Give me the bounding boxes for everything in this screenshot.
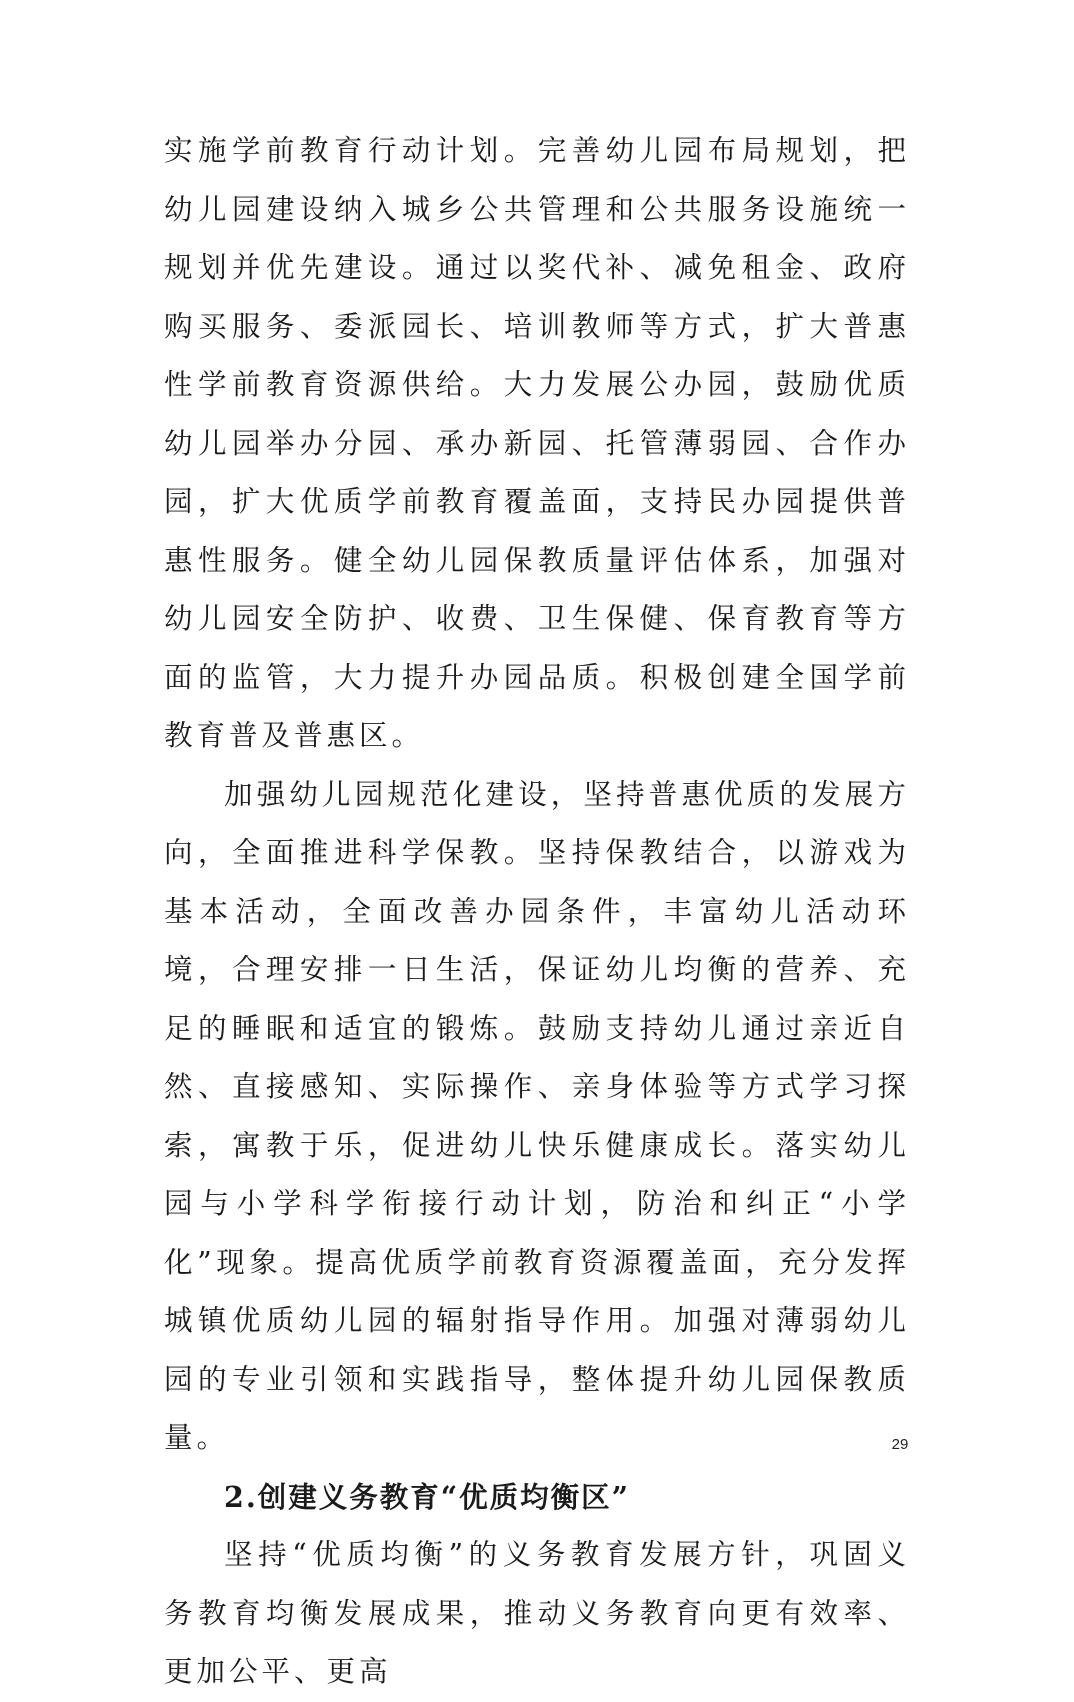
paragraph-preschool-plan: 实施学前教育行动计划。完善幼儿园布局规划，把幼儿园建设纳入城乡公共管理和公共服务设施统一规划并优先建设。通过以奖代补、减免租金、政府购买服务、委派园长、培训教师等方式，扩大普惠性学前教育资源供给。大力发展公办园，鼓励优质幼儿园举办分园、承办新园、托管薄弱园、合作办园，扩大优质学前教育覆盖面，支持民办园提供普惠性服务。健全幼儿园保教质量评估体系，加强对幼儿园安全防护、收费、卫生保健、保育教育等方面的监管，大力提升办园品质。积极创建全国学前教育普及普惠区。 — [164, 134, 910, 752]
paragraph-compulsory-education: 坚持“优质均衡”的义务教育发展方针，巩固义务教育均衡发展成果，推动义务教育向更有效率、更加公平、更高 — [164, 1538, 910, 1688]
body-text — [164, 122, 910, 1702]
page-number: 29 — [891, 1436, 909, 1453]
section-heading: 2.创建义务教育“优质均衡区” — [224, 1479, 631, 1514]
paragraph-kindergarten-standardization: 加强幼儿园规范化建设，坚持普惠优质的发展方向，全面推进科学保教。坚持保教结合，以游戏为基本活动，全面改善办园条件，丰富幼儿活动环境，合理安排一日生活，保证幼儿均衡的营养、充足的睡眠和适宜的锻炼。鼓励支持幼儿通过亲近自然、直接感知、实际操作、亲身体验等方式学习探索，寓教于乐，促进幼儿快乐健康成长。落实幼儿园与小学科学衔接行动计划，防治和纠正“小学化”现象。提高优质学前教育资源覆盖面，充分发挥城镇优质幼儿园的辐射指导作用。加强对薄弱幼儿园的专业引领和实践指导，整体提升幼儿园保教质量。 — [164, 777, 910, 1454]
